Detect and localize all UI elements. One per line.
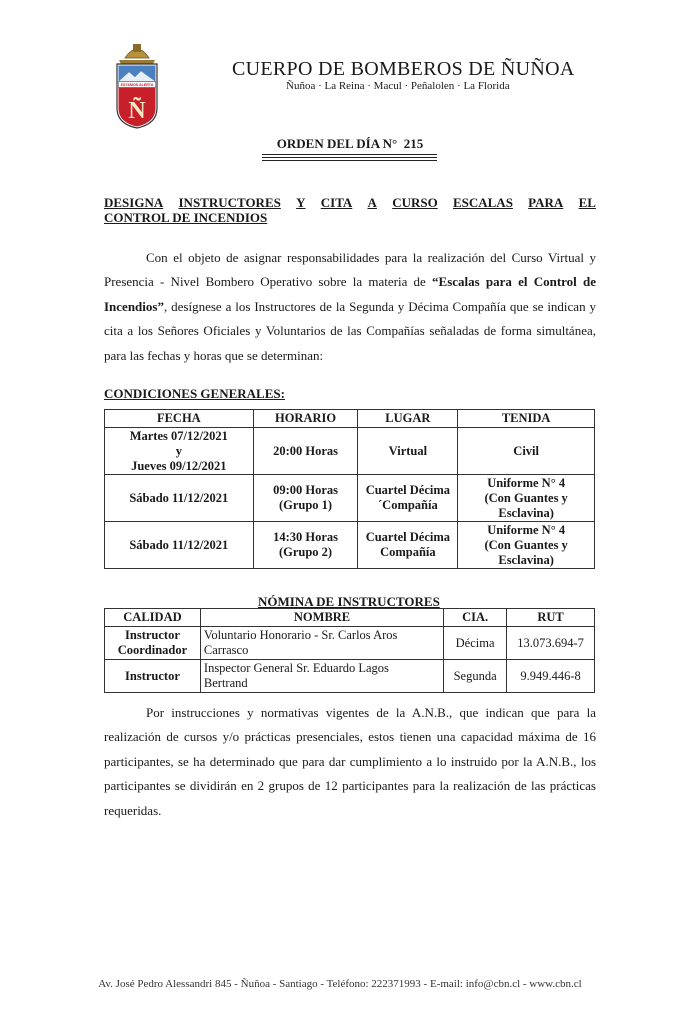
cell-line: (Con Guantes y xyxy=(484,537,568,552)
table-row xyxy=(105,522,595,569)
cell-nombre xyxy=(200,660,443,693)
cell-calidad xyxy=(105,627,201,660)
cell-line: Bertrand xyxy=(203,676,248,690)
cell-line: (Grupo 2) xyxy=(278,545,333,559)
cell-cia: Décima xyxy=(444,627,507,660)
subject-word: INSTRUCTORES xyxy=(178,195,281,210)
svg-text:Ñ: Ñ xyxy=(128,98,146,124)
header-horario: HORARIO xyxy=(253,410,358,428)
cell-line: ´Compañía xyxy=(378,498,438,512)
table-row xyxy=(105,660,595,693)
cell-line: Esclavina) xyxy=(498,552,554,567)
header-cia: CIA. xyxy=(444,609,507,627)
cell-horario xyxy=(253,522,358,569)
cell-line: Coordinador xyxy=(117,643,188,657)
table-row xyxy=(105,627,595,660)
order-label: ORDEN DEL DÍA N° xyxy=(276,136,398,151)
cell-line: Compañía xyxy=(380,545,436,559)
closing-text: Por instrucciones y normativas vigentes de la A.N.B., que indican que para la realización de cursos y/o prácticas presenciales, estos tienen una capacidad máxima de 16 participantes, se ha determinado que para dar cumplimiento a lo instruido por la A.N.B., los participantes se dividirán en 2 grupos de 12 participantes para la realización de las prácticas requeridas. xyxy=(104,705,596,818)
header-rut: RUT xyxy=(507,609,595,627)
subject-word: DESIGNA xyxy=(104,195,164,210)
cell-line: Instructor xyxy=(125,668,180,683)
subject-word: PARA xyxy=(528,195,564,210)
order-number: 215 xyxy=(403,136,424,151)
subject-heading xyxy=(104,195,596,225)
intro-text-1: Con el objeto de asignar responsabilidades para la realización del Curso Virtual y Presencia - Nivel Bombero Operativo sobre la materia de xyxy=(104,250,596,290)
cell-fecha xyxy=(105,475,254,522)
cell-tenida xyxy=(458,475,595,522)
cell-line: Virtual xyxy=(388,443,428,458)
order-title xyxy=(261,136,439,152)
instructors-title: NÓMINA DE INSTRUCTORES xyxy=(258,594,440,609)
cell-line: Cuartel Décima xyxy=(365,483,451,497)
cell-cia: Segunda xyxy=(444,660,507,693)
cell-lugar xyxy=(358,475,458,522)
subject-word: CURSO xyxy=(392,195,438,210)
cell-line: (Con Guantes y xyxy=(484,490,568,505)
cell-rut: 13.073.694-7 xyxy=(507,627,595,660)
cell-fecha xyxy=(105,428,254,475)
cell-rut: 9.949.446-8 xyxy=(507,660,595,693)
cell-line: (Grupo 1) xyxy=(278,498,333,512)
cell-line: Esclavina) xyxy=(498,505,554,520)
subject-line-1 xyxy=(104,195,596,210)
cell-line: Cuartel Décima xyxy=(365,530,451,544)
subject-word: EL xyxy=(578,195,596,210)
instructors-table xyxy=(104,608,595,693)
intro-course-name: “Escalas para el Control de Incendios” xyxy=(104,274,597,314)
subject-word: A xyxy=(367,195,377,210)
header-tenida: TENIDA xyxy=(458,410,595,428)
cell-line: 14:30 Horas xyxy=(273,530,338,544)
table-header-row xyxy=(105,609,595,627)
footer-contact: Av. José Pedro Alessandri 845 - Ñuñoa - Santiago - Teléfono: 222371993 - E-mail: info@cbn.cl - www.cbn.cl xyxy=(98,978,582,990)
closing-paragraph xyxy=(104,701,596,823)
conditions-table xyxy=(104,409,595,569)
organization-communes: Ñuñoa · La Reina · Macul · Peñalolen · La Florida xyxy=(286,80,510,92)
header-fecha: FECHA xyxy=(105,410,254,428)
cell-line: Carrasco xyxy=(203,643,249,657)
table-header-row xyxy=(105,410,595,428)
cell-lugar xyxy=(358,428,458,475)
cell-nombre xyxy=(200,627,443,660)
cell-line: Instructor xyxy=(125,628,180,642)
cell-lugar xyxy=(358,522,458,569)
header-lugar: LUGAR xyxy=(358,410,458,428)
subject-word: Y xyxy=(296,195,306,210)
cell-line: Martes 07/12/2021 xyxy=(129,428,228,443)
subject-word: CITA xyxy=(320,195,353,210)
svg-text:ESTAMOS ALERTA: ESTAMOS ALERTA xyxy=(120,83,154,88)
organization-name: CUERPO DE BOMBEROS DE ÑUÑOA xyxy=(232,58,575,80)
header-calidad: CALIDAD xyxy=(105,609,201,627)
header-nombre: NOMBRE xyxy=(200,609,443,627)
cell-calidad xyxy=(105,660,201,693)
conditions-title: CONDICIONES GENERALES: xyxy=(104,386,285,401)
cell-tenida xyxy=(458,428,595,475)
double-rule xyxy=(262,154,437,161)
cell-line: Uniforme N° 4 xyxy=(487,522,566,537)
cell-line: Sábado 11/12/2021 xyxy=(129,537,229,552)
subject-word: ESCALAS xyxy=(452,195,513,210)
table-row xyxy=(105,428,595,475)
cell-line: Inspector General Sr. Eduardo Lagos xyxy=(203,661,389,675)
cell-fecha xyxy=(105,522,254,569)
intro-text-2: , desígnese a los Instructores de la Segunda y Décima Compañía que se indican y cita a los Señores Oficiales y Voluntarios de las Compañías señaladas de forma simultánea, para las fechas y horas que se determinan: xyxy=(104,298,596,363)
cell-line: y xyxy=(175,443,182,458)
cell-line: Sábado 11/12/2021 xyxy=(129,490,229,505)
crest-logo xyxy=(111,38,163,130)
intro-paragraph xyxy=(104,246,596,368)
subject-line-2: CONTROL DE INCENDIOS xyxy=(104,210,268,225)
cell-line: Civil xyxy=(513,443,539,458)
cell-line: Uniforme N° 4 xyxy=(487,475,566,490)
crest-icon xyxy=(111,38,163,130)
cell-line: Jueves 09/12/2021 xyxy=(131,458,227,473)
cell-line: 20:00 Horas xyxy=(273,443,338,458)
cell-horario xyxy=(253,428,358,475)
cell-tenida xyxy=(458,522,595,569)
cell-line: Voluntario Honorario - Sr. Carlos Aros xyxy=(203,628,398,642)
cell-line: 09:00 Horas xyxy=(273,483,338,497)
table-row xyxy=(105,475,595,522)
cell-horario xyxy=(253,475,358,522)
